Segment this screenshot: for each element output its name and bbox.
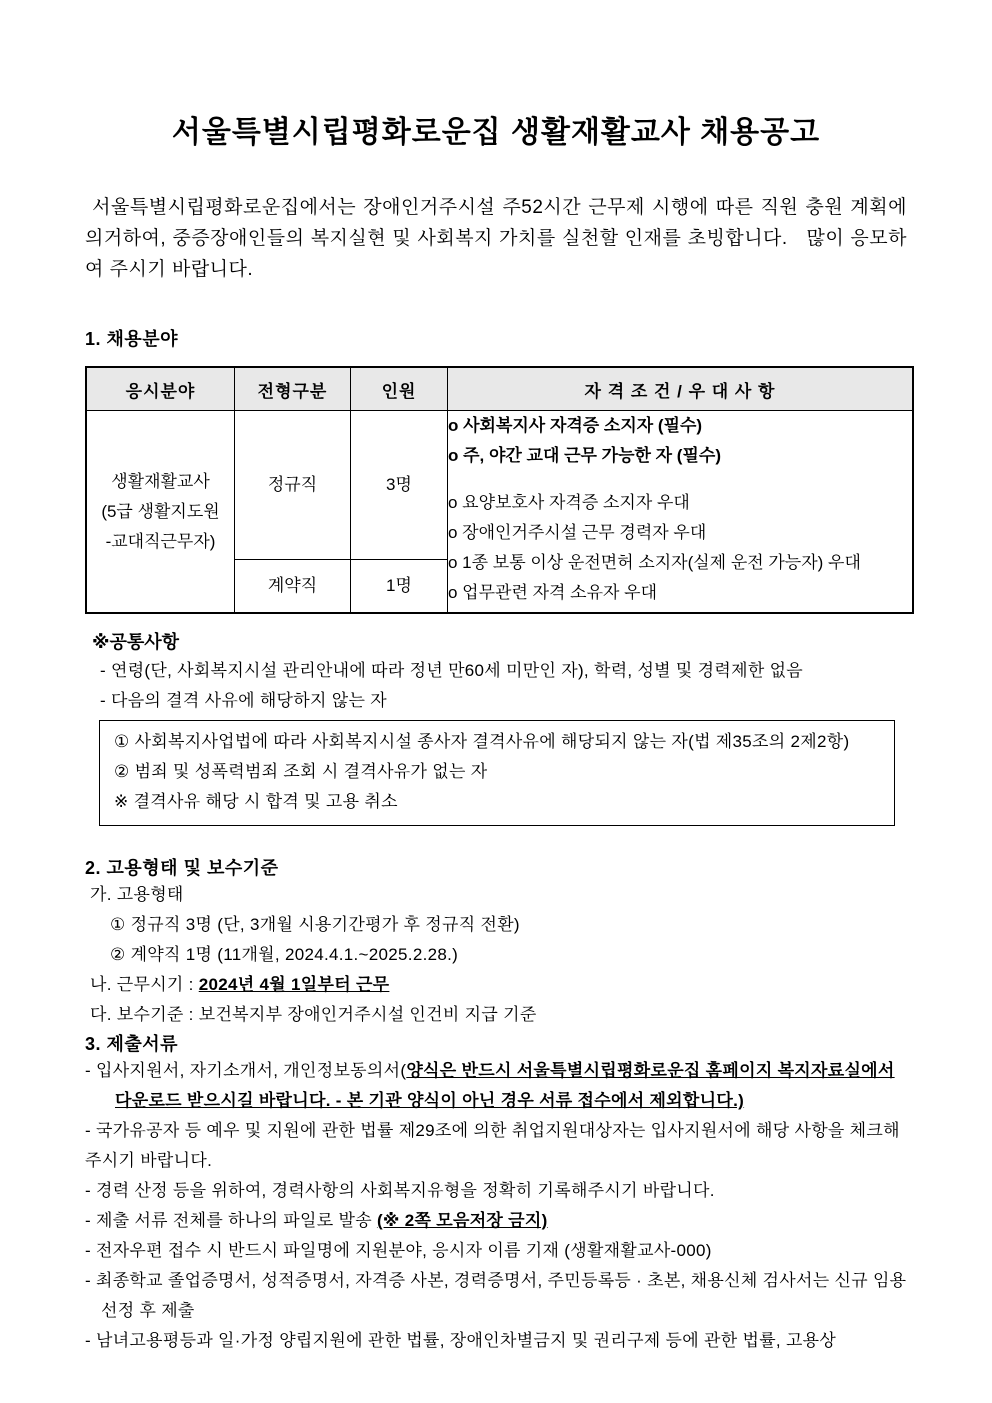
- submission-item-laws: - 남녀고용평등과 일·가정 양립지원에 관한 법률, 장애인차별금지 및 권리구제 등에 관한 법률, 고용상: [85, 1331, 837, 1350]
- spacer: [448, 471, 912, 488]
- disqualification-item: ② 범죄 및 성폭력범죄 조회 시 결격사유가 없는 자: [114, 762, 488, 781]
- submission-single-file-prefix: - 제출 서류 전체를 하나의 파일로 발송: [85, 1211, 377, 1230]
- section3: [85, 1030, 907, 1356]
- page-title: 서울특별시립평화로운집 생활재활교사 채용공고: [171, 116, 821, 149]
- submission-item-single-file: [85, 1206, 907, 1236]
- employment-form-label: 가. 고용형태: [90, 885, 184, 904]
- qualification-preferred: o 요양보호사 자격증 소지자 우대: [448, 493, 690, 512]
- col-header-field: 응시분야: [86, 367, 235, 411]
- work-start-value: 2024년 4월 1일부터 근무: [198, 975, 390, 994]
- submission-single-file-warning: (※ 2쪽 모음저장 금지): [376, 1211, 548, 1230]
- common-requirement-item: - 연령(단, 사회복지시설 관리안내에 따라 정년 만60세 미만인 자), 학력, 성별 및 경력제한 없음: [100, 661, 804, 680]
- qualification-preferred: o 1종 보통 이상 운전면허 소지자(실제 운전 가능자) 우대: [448, 553, 861, 572]
- employment-type-regular: 정규직: [235, 411, 351, 560]
- intro-paragraph: 서울특별시립평화로운집에서는 장애인거주시설 주52시간 근무제 시행에 따른 직원 충원 계획에 의거하여, 중증장애인들의 복지실현 및 사회복지 가치를 실천할 인재를 초빙합니다. 많이 응모하여 주시기 바랍니다.: [85, 197, 913, 280]
- col-header-count: 인원: [351, 367, 448, 411]
- table-header: [86, 367, 913, 411]
- qualifications-cell: [448, 411, 914, 614]
- employment-form-item2: ② 계약직 1명 (11개월, 2024.4.1.~2025.2.28.): [110, 945, 459, 964]
- position-line: 생활재활교사: [111, 471, 210, 491]
- col-header-qualifications: 자 격 조 건 / 우 대 사 항: [448, 367, 914, 411]
- submission-item-prefix: - 입사지원서, 자기소개서, 개인정보동의서(: [85, 1061, 407, 1080]
- submission-item-form-warning: 양식은 반드시 서울특별시립평화로운집 홈페이지 복지자료실에서 다운로드 받으시길 바랍니다. - 본 기관 양식이 아닌 경우 서류 접수에서 제외합니다.): [115, 1061, 895, 1110]
- qualification-preferred: o 업무관련 자격 소유자 우대: [448, 583, 657, 602]
- submission-item-application: [85, 1056, 907, 1116]
- common-requirements: [85, 628, 907, 826]
- headcount-contract: 1명: [351, 560, 448, 614]
- col-header-category: 전형구분: [235, 367, 351, 411]
- section3-heading: 3. 제출서류: [85, 1034, 179, 1054]
- table-row-regular: [86, 411, 913, 560]
- position-line: (5급 생활지도원: [101, 501, 220, 521]
- qualification-required: o 사회복지사 자격증 소지자 (필수): [448, 416, 703, 435]
- qualification-required: o 주, 야간 교대 근무 가능한 자 (필수): [448, 446, 721, 465]
- submission-item-certificates: - 최종학교 졸업증명서, 성적증명서, 자격증 사본, 경력증명서, 주민등록등 · 초본, 채용신체 검사서는 신규 임용 선정 후 제출: [85, 1271, 907, 1320]
- work-start-line: [90, 970, 907, 1000]
- disqualification-box: [99, 720, 895, 826]
- disqualification-item: ※ 결격사유 해당 시 합격 및 고용 취소: [114, 792, 398, 811]
- position-cell: [86, 411, 235, 614]
- section2: [85, 854, 907, 1030]
- common-requirement-item: - 다음의 결격 사유에 해당하지 않는 자: [100, 691, 387, 710]
- section1-heading: 1. 채용분야: [85, 329, 179, 349]
- position-line: -교대직근무자): [105, 531, 216, 551]
- submission-item-email: - 전자우편 접수 시 반드시 파일명에 지원분야, 응시자 이름 기재 (생활재활교사-000): [85, 1241, 712, 1260]
- recruitment-table: [85, 366, 914, 614]
- table-header-row: [86, 367, 913, 411]
- work-start-label: 나. 근무시기 :: [90, 975, 199, 994]
- headcount-regular: 3명: [351, 411, 448, 560]
- employment-form-item1: ① 정규직 3명 (단, 3개월 시용기간평가 후 정규직 전환): [110, 915, 520, 934]
- qualification-preferred: o 장애인거주시설 근무 경력자 우대: [448, 523, 707, 542]
- submission-item-career: - 경력 산정 등을 위하여, 경력사항의 사회복지유형을 정확히 기록해주시기 바랍니다.: [85, 1181, 715, 1200]
- pay-standard-line: 다. 보수기준 : 보건복지부 장애인거주시설 인건비 지급 기준: [90, 1005, 537, 1024]
- disqualification-item: ① 사회복지사업법에 따라 사회복지시설 종사자 결격사유에 해당되지 않는 자(법 제35조의 2제2항): [114, 732, 850, 751]
- submission-item-veterans: - 국가유공자 등 예우 및 지원에 관한 법률 제29조에 의한 취업지원대상자는 입사지원서에 해당 사항을 체크해주시기 바랍니다.: [85, 1121, 900, 1170]
- section2-heading: 2. 고용형태 및 보수기준: [85, 858, 279, 878]
- employment-type-contract: 계약직: [235, 560, 351, 614]
- common-requirements-heading: ※공통사항: [92, 632, 180, 652]
